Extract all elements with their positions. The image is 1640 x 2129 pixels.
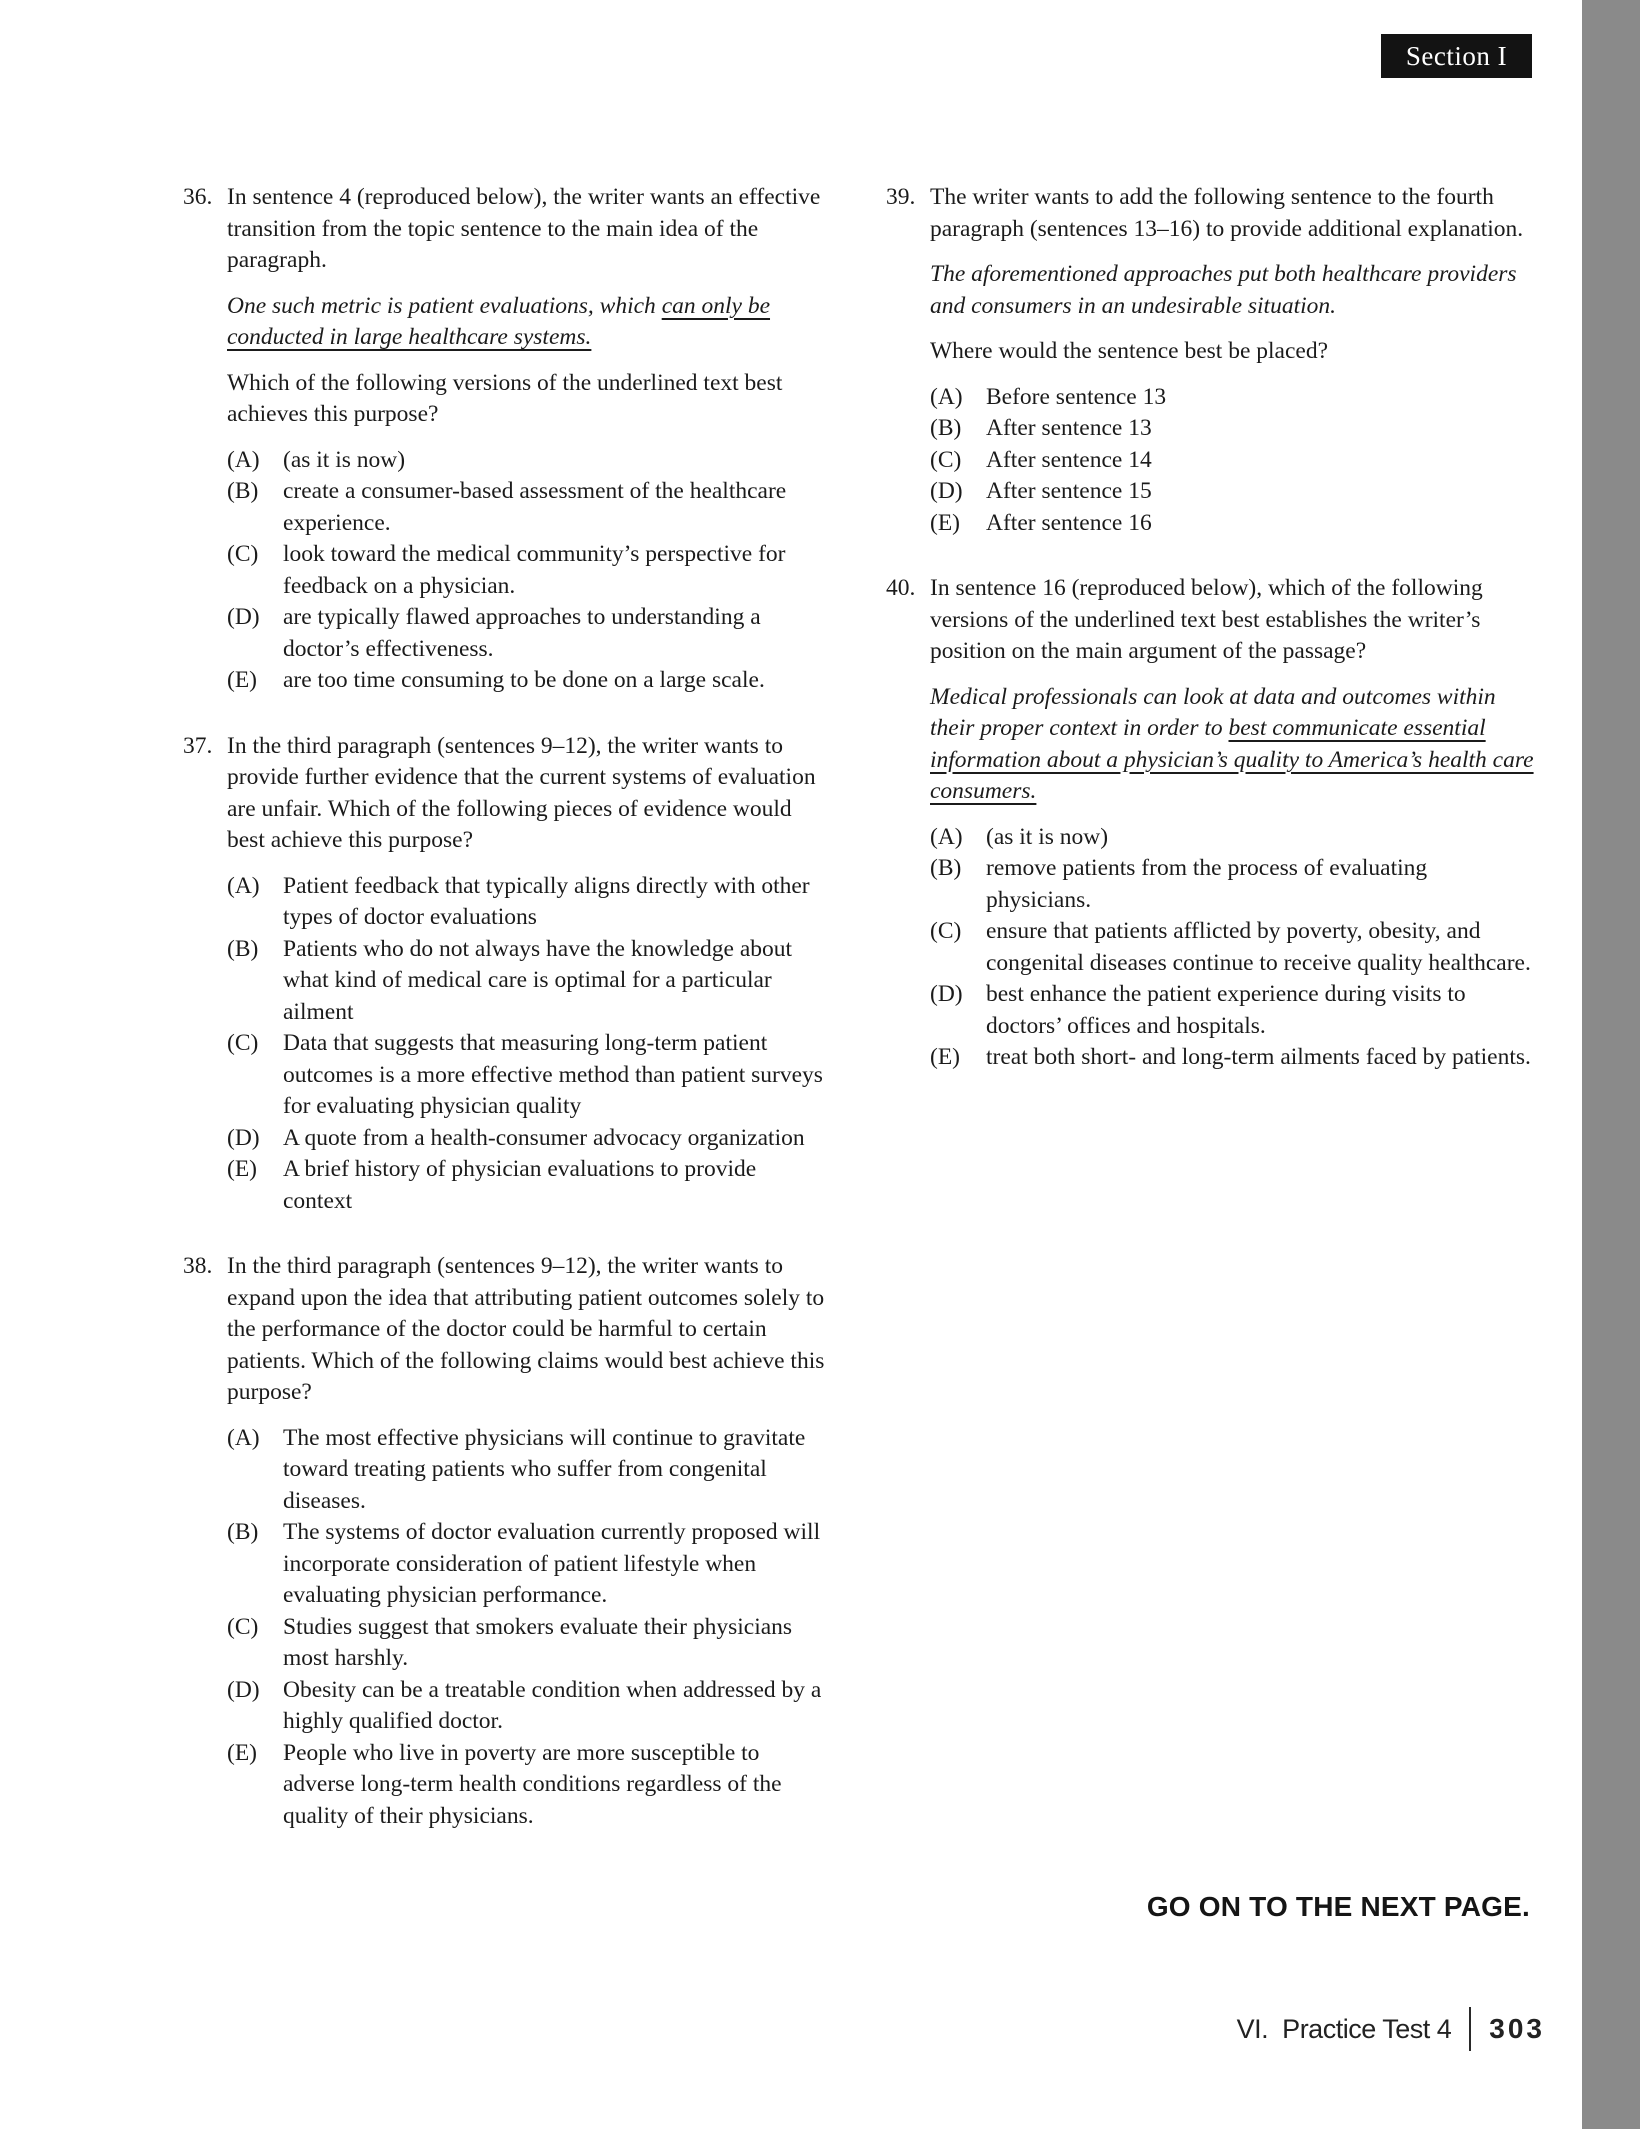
option-text: Data that suggests that measuring long-term patient outcomes is a more effective method than patient surveys for evaluating physician quality: [283, 1030, 823, 1119]
option-letter: (A): [227, 446, 260, 473]
option-letter: (C): [227, 1613, 259, 1640]
page-number: 303: [1489, 2013, 1545, 2044]
option-text: ensure that patients afflicted by poverty, obesity, and congenital diseases continue to receive quality healthcare.: [986, 918, 1531, 976]
option-text: (as it is now): [283, 446, 406, 473]
section-header-badge: [1381, 34, 1532, 78]
option-letter: (D): [930, 478, 963, 504]
option-row: [930, 853, 1534, 916]
option-text: Patients who do not always have the knowledge about what kind of medical care is optimal for a particular ailment: [283, 935, 793, 1025]
options-list: [930, 382, 1534, 540]
option-row: [930, 916, 1534, 979]
option-row: [227, 445, 831, 477]
question-quote: [930, 682, 1534, 808]
option-text: After sentence 13: [986, 415, 1152, 441]
option-row: [227, 1612, 831, 1675]
option-letter: (D): [227, 1676, 260, 1703]
option-letter: (A): [227, 1424, 260, 1451]
question-number: 36.: [183, 184, 213, 210]
option-text: After sentence 16: [986, 509, 1152, 536]
option-row: [930, 413, 1534, 445]
quote-underlined-text: best communicate essential information about a physician’s quality to America’s health care consumers.: [930, 715, 1534, 804]
option-letter: (A): [930, 383, 963, 410]
options-list: [227, 1423, 831, 1833]
options-list: [227, 871, 831, 1218]
option-letter: (A): [930, 823, 963, 850]
footer-divider: [1469, 2007, 1471, 2051]
option-letter: (B): [227, 1519, 259, 1545]
question-quote: [227, 291, 831, 354]
question-number: 40.: [886, 575, 916, 601]
option-row: [930, 476, 1534, 508]
option-text: Studies suggest that smokers evaluate their physicians most harshly.: [283, 1613, 793, 1671]
option-letter: (C): [227, 541, 259, 567]
quote-plain-text: One such metric is patient evaluations, which: [227, 292, 662, 319]
question-36: [183, 182, 831, 697]
question-number: 39.: [886, 184, 916, 210]
option-letter: (B): [227, 478, 259, 504]
options-list: [930, 822, 1534, 1074]
option-row: [930, 508, 1534, 540]
option-row: [227, 539, 831, 602]
option-letter: (E): [227, 1156, 258, 1182]
option-letter: (E): [930, 509, 961, 536]
option-row: [227, 1123, 831, 1155]
option-letter: (C): [227, 1030, 259, 1056]
option-text: best enhance the patient experience during visits to doctors’ offices and hospitals.: [986, 981, 1466, 1039]
option-letter: (B): [930, 415, 962, 441]
option-text: Before sentence 13: [986, 383, 1167, 410]
option-row: [930, 1042, 1534, 1074]
option-row: [930, 979, 1534, 1042]
option-row: [227, 871, 831, 934]
option-letter: (D): [930, 981, 963, 1007]
option-text: The systems of doctor evaluation currently proposed will incorporate consideration of patient lifestyle when evaluating physician performance.: [283, 1519, 821, 1608]
question-body: [227, 731, 831, 1218]
question-quote: [930, 259, 1534, 322]
question-stem: In the third paragraph (sentences 9–12), the writer wants to provide further evidence that the current systems of evaluation are unfair. Which of the following pieces of evidence would best achieve this purpose?: [227, 732, 816, 853]
option-text: treat both short- and long-term ailments faced by patients.: [986, 1044, 1531, 1070]
question-body: [930, 182, 1534, 539]
option-letter: (E): [227, 667, 258, 693]
question-40: [886, 573, 1534, 1074]
option-text: are typically flawed approaches to understanding a doctor’s effectiveness.: [283, 604, 761, 662]
column-right: [886, 182, 1534, 1108]
option-text: remove patients from the process of evaluating physicians.: [986, 855, 1428, 913]
option-letter: (E): [930, 1044, 961, 1070]
option-row: [227, 476, 831, 539]
question-stem: The writer wants to add the following sentence to the fourth paragraph (sentences 13–16) to provide additional explanation.: [930, 184, 1524, 242]
option-row: [227, 1154, 831, 1217]
section-title: Section I: [1405, 40, 1508, 71]
option-text: (as it is now): [986, 823, 1109, 850]
option-text: People who live in poverty are more susceptible to adverse long-term health conditions regardless of the quality of their physicians.: [283, 1739, 782, 1829]
option-row: [227, 1517, 831, 1612]
option-text: Patient feedback that typically aligns directly with other types of doctor evaluations: [283, 872, 810, 930]
option-row: [227, 602, 831, 665]
option-text: A quote from a health-consumer advocacy organization: [283, 1124, 805, 1151]
option-text: Obesity can be a treatable condition when addressed by a highly qualified doctor.: [283, 1676, 822, 1734]
question-followup: Which of the following versions of the underlined text best achieves this purpose?: [227, 369, 783, 427]
question-number: 37.: [183, 732, 213, 759]
go-on-instruction: GO ON TO THE NEXT PAGE.: [1146, 1891, 1530, 1922]
page-edge-bar: [1582, 0, 1640, 2129]
option-row: [930, 822, 1534, 854]
question-body: [930, 573, 1534, 1074]
option-text: look toward the medical community’s perspective for feedback on a physician.: [283, 541, 786, 599]
option-row: [227, 1675, 831, 1738]
option-row: [227, 934, 831, 1029]
option-letter: (A): [227, 872, 260, 899]
option-letter: (C): [930, 446, 962, 473]
option-row: [227, 1028, 831, 1123]
option-letter: (E): [227, 1739, 258, 1766]
question-body: [227, 1251, 831, 1832]
option-letter: (C): [930, 918, 962, 944]
question-37: [183, 731, 831, 1218]
option-letter: (B): [930, 855, 962, 881]
quote-plain-text: Medical professionals can look at data and outcomes within their proper context in order to: [930, 683, 1496, 741]
footer-section-label: VI. Practice Test 4: [1236, 2013, 1452, 2044]
option-letter: (B): [227, 935, 259, 962]
question-stem: In the third paragraph (sentences 9–12), the writer wants to expand upon the idea that attributing patient outcomes solely to the performance of the doctor could be harmful to certain patients. Which of the following claims would best achieve this purpose?: [227, 1253, 825, 1405]
option-letter: (D): [227, 1124, 260, 1151]
option-text: are too time consuming to be done on a large scale.: [283, 667, 765, 693]
option-row: [227, 665, 831, 697]
option-letter: (D): [227, 604, 260, 630]
option-row: [227, 1423, 831, 1518]
page-footer: [0, 2006, 1545, 2052]
option-text: A brief history of physician evaluations to provide context: [283, 1156, 757, 1214]
question-stem: In sentence 16 (reproduced below), which of the following versions of the underlined text best establishes the writer’s position on the main argument of the passage?: [930, 575, 1483, 664]
column-left: [183, 182, 831, 1866]
question-body: [227, 182, 831, 697]
options-list: [227, 445, 831, 697]
quote-underlined-text: can only be conducted in large healthcare systems.: [227, 292, 771, 350]
question-39: [886, 182, 1534, 539]
question-stem: In sentence 4 (reproduced below), the writer wants an effective transition from the topic sentence to the main idea of the paragraph.: [227, 184, 821, 273]
option-text: The most effective physicians will continue to gravitate toward treating patients who suffer from congenital diseases.: [283, 1424, 806, 1514]
quote-plain-text: The aforementioned approaches put both healthcare providers and consumers in an undesirable situation.: [930, 261, 1517, 319]
option-row: [930, 445, 1534, 477]
question-38: [183, 1251, 831, 1832]
option-row: [227, 1738, 831, 1833]
option-text: create a consumer-based assessment of the healthcare experience.: [283, 478, 787, 536]
option-text: After sentence 15: [986, 478, 1152, 504]
question-number: 38.: [183, 1253, 213, 1279]
question-followup: Where would the sentence best be placed?: [930, 338, 1329, 364]
option-row: [930, 382, 1534, 414]
option-text: After sentence 14: [986, 446, 1152, 473]
